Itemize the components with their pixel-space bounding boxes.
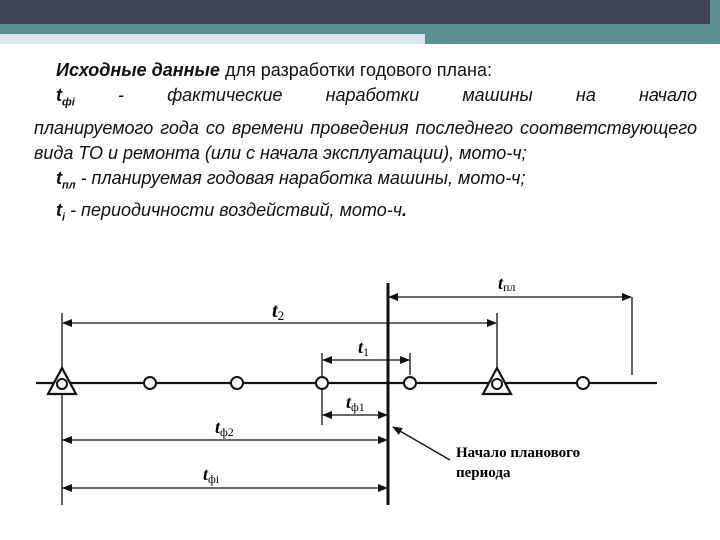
t-phi-line1 [34,83,697,116]
header-bar-dark [0,0,720,24]
header-bar-teal [0,24,720,34]
t-pl-line [34,166,697,199]
t-i-desc: - периодичности воздействий, мото-ч [65,200,403,221]
major-event-right [483,368,511,394]
header-bar-teal-right [425,34,720,44]
major-event-left [48,368,76,394]
title-bold: Исходные данные [56,60,220,80]
title-line [34,58,697,83]
label-t2: t2 [272,300,285,323]
header-corner-accent [710,0,720,24]
header-bar-light [0,34,425,44]
t-phi-desc-rest: планируемого года со времени проведения последнего соответствующего вида ТО и ремонта (или с начала эксплуатации), мото-ч; [34,117,697,163]
t-i-symbol: $t_i$ [56,200,66,224]
t-pl-desc: - планируемая годовая наработка машины, мото-ч; [75,167,526,188]
label-t-phi2: tф2 [215,417,234,439]
maintenance-timeline-diagram [0,275,720,540]
label-t-phi1: tф1 [346,392,365,414]
note-start-period-line1: Начало планового [456,445,581,461]
label-t1: t1 [358,337,370,359]
t-phi-desc-line1: - фактические наработки машины на начало [117,85,697,105]
t-pl-symbol: $t_{пл}$ [56,167,76,192]
event-circle-3 [316,377,328,389]
label-t-pl: tпл [498,275,516,294]
label-t-phii: tфi [203,464,220,486]
t-phi-symbol: $t_{фi}$ [56,85,75,109]
event-circle-2 [231,377,243,389]
event-circle-5 [577,377,589,389]
title-rest: для разработки годового плана: [219,60,492,80]
event-circle-1 [144,377,156,389]
slide-text [34,58,697,231]
note-pointer [393,427,450,460]
t-i-line: $t_i$ - периодичности воздействий, мото-ч. [56,200,408,224]
note-start-period-line2: периода [456,465,511,481]
event-circle-4 [404,377,416,389]
